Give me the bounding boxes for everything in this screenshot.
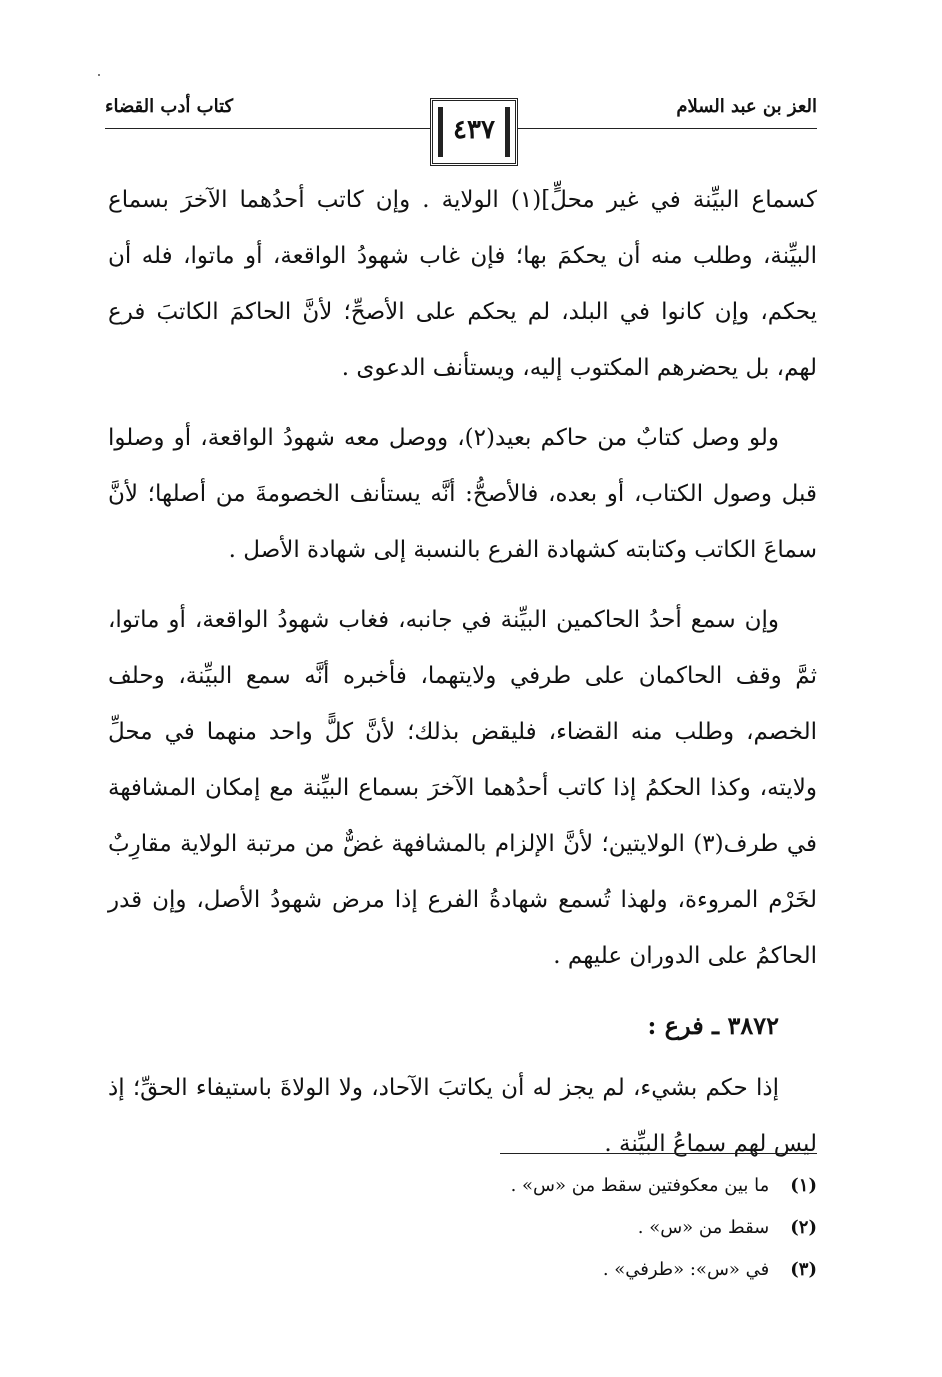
footnote-text: ما بين معكوفتين سقط من «س» . [510,1175,770,1196]
paragraph-1: كسماع البيِّنة في غير محلٍّ](١) الولاية . وإن كاتب أحدُهما الآخرَ بسماع البيِّنة، وطلب منه أن يحكمَ بها؛ فإن غاب شهودُ الواقعة، أو ماتوا، فله أن يحكم، وإن كانوا في البلد، لم يحكم على الأصحِّ؛ لأنَّ الحاكمَ الكاتبَ فرع لهم، بل يحضرهم المكتوب إليه، ويستأنف الدعوى . [108,187,817,381]
header-book-title: كتاب أدب القضاء [105,96,234,117]
page-number: ٤٣٧ [453,115,495,145]
footnote-text: سقط من «س» . [637,1217,770,1238]
main-text [108,172,817,1186]
paragraph-3: وإن سمع أحدُ الحاكمين البيِّنة في جانبه، فغاب شهودُ الواقعة، أو ماتوا، ثمَّ وقف الحاكمان على طرفي ولايتهما، فأخبره أنَّه سمع البيِّنة، وحلف الخصم، وطلب منه القضاء، فليقض بذلك؛ لأنَّ كلًّ واحد منهما في محلِّ ولايته، وكذا الحكمُ إذا كاتب أحدُهما الآخرَ بسماع البيِّنة مع إمكان المشافهة في طرف(٣) الولايتين؛ لأنَّ الإلزام بالمشافهة غضٌّ من مرتبة الولاية مقارِبٌ لخَرْم المروءة، ولهذا تُسمع شهادةُ الفرع إذا مرض شهودُ الأصل، وإن قدر الحاكمُ على الدوران عليهم . [108,607,817,969]
footnote-3 [380,1249,817,1291]
footnote-2 [380,1207,817,1249]
footnote-text: في «س»: «طرفي» . [602,1259,770,1280]
scan-speck [98,74,100,76]
page-number-frame [430,98,518,166]
paragraph-2: ولو وصل كتابٌ من حاكم بعيد(٢)، ووصل معه شهودُ الواقعة، أو وصلوا قبل وصول الكتاب، أو بعده، فالأصحُّ: أنَّه يستأنف الخصومةَ من أصلها؛ لأنَّ سماعَ الكاتب وكتابته كشهادة الفرع بالنسبة إلى شهادة الأصل . [108,425,817,563]
section-heading: ٣٨٧٢ ـ فرع : [647,1011,779,1040]
footnote-number: (٢) [790,1217,817,1238]
header-author: العز بن عبد السلام [676,96,817,117]
footnote-number: (٣) [790,1259,817,1280]
footnote-rule [500,1153,817,1154]
footnote-1 [380,1165,817,1207]
footnote-number: (١) [790,1175,817,1196]
section-text: إذا حكم بشيء، لم يجز له أن يكاتبَ الآحاد، ولا الولاةَ باستيفاء الحقِّ؛ إذ ليس لهم سماعُ البيِّنة . [108,1075,817,1157]
footnotes [380,1165,817,1291]
